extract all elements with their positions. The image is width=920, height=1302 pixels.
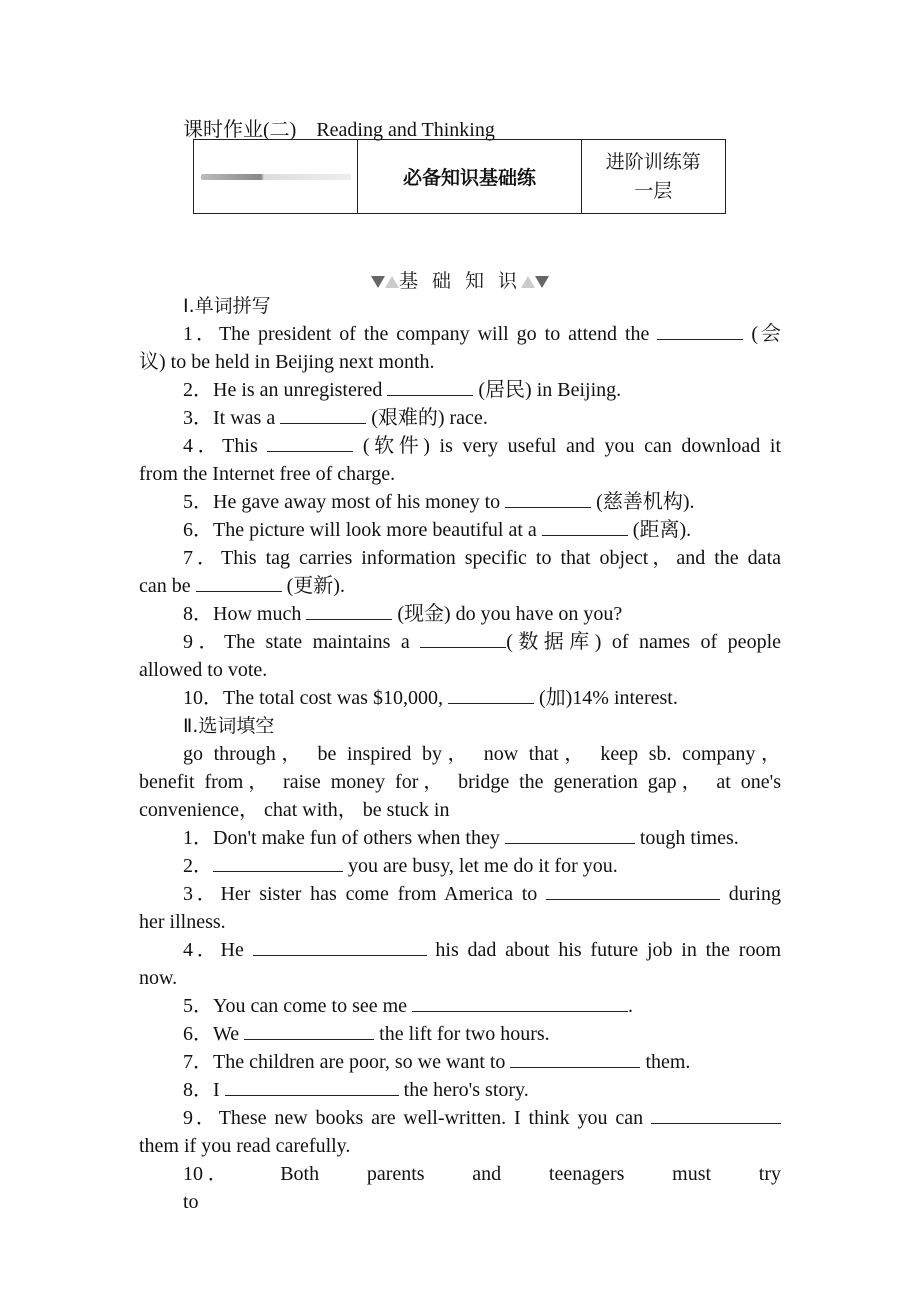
triangle-down-icon <box>371 276 385 288</box>
question-1-cont: 议) to be held in Beijing next month. <box>139 351 435 373</box>
banner-decoration-cell <box>194 140 358 213</box>
section-banner <box>193 139 726 214</box>
answer-blank[interactable] <box>196 573 282 592</box>
question-9-cont: allowed to vote. <box>139 659 268 681</box>
answer-blank[interactable] <box>546 881 720 900</box>
section-heading <box>0 266 920 293</box>
question-7-cont: can be (更新). <box>139 575 345 597</box>
question-5: 5．He gave away most of his money to (慈善机构). <box>183 491 695 513</box>
word-bank-line-2: benefit from， raise money for， bridge the generation gap， at one's <box>139 771 781 793</box>
fill-question-3: 3．Her sister has come from America to during <box>183 883 781 905</box>
banner-middle-label: 必备知识基础练 <box>358 140 581 213</box>
triangle-up-icon <box>385 276 399 288</box>
answer-blank[interactable] <box>280 405 366 424</box>
question-9: 9．The state maintains a (数据库) of names of people <box>183 631 781 653</box>
question-2: 2．He is an unregistered (居民) in Beijing. <box>183 379 622 401</box>
fill-question-3-cont: her illness. <box>139 911 226 933</box>
banner-right-line2: 一层 <box>634 179 673 202</box>
page-title: 课时作业(二) Reading and Thinking <box>183 119 495 141</box>
fill-question-1: 1．Don't make fun of others when they tough times. <box>183 827 739 849</box>
answer-blank[interactable] <box>448 685 534 704</box>
section-heading-text: 基 础 知 识 <box>398 270 522 292</box>
exercise-content <box>139 292 782 1213</box>
answer-blank[interactable] <box>510 1049 640 1068</box>
part2-title: Ⅱ.选词填空 <box>183 715 275 737</box>
triangle-down-icon <box>535 276 549 288</box>
fill-question-6: 6．We the lift for two hours. <box>183 1023 550 1045</box>
answer-blank[interactable] <box>412 993 628 1012</box>
fill-question-10: 10． Both parents and teenagers must try to <box>183 1163 781 1213</box>
answer-blank[interactable] <box>253 937 427 956</box>
question-10: 10．The total cost was $10,000, (加)14% interest. <box>183 687 678 709</box>
answer-blank[interactable] <box>505 825 635 844</box>
answer-blank[interactable] <box>657 321 743 340</box>
progress-bar-decoration-icon <box>201 174 351 180</box>
fill-question-4: 4．He his dad about his future job in the room <box>183 939 781 961</box>
part1-title: Ⅰ.单词拼写 <box>183 295 271 317</box>
question-1: 1．The president of the company will go to attend the (会 <box>183 323 782 345</box>
word-bank-line-3: convenience， chat with， be stuck in <box>139 799 450 821</box>
answer-blank[interactable] <box>387 377 473 396</box>
question-6: 6．The picture will look more beautiful at a (距离). <box>183 519 692 541</box>
answer-blank[interactable] <box>244 1021 374 1040</box>
fill-question-9: 9．These new books are well-written. I think you can <box>139 1104 781 1132</box>
fill-question-9-cont: them if you read carefully. <box>139 1135 351 1157</box>
word-bank-line-1: go through， be inspired by， now that， keep sb. company， <box>183 743 781 765</box>
question-4-cont: from the Internet free of charge. <box>139 463 396 485</box>
answer-blank[interactable] <box>651 1105 781 1124</box>
fill-question-8: 8．I the hero's story. <box>183 1079 529 1101</box>
question-7: 7．This tag carries information specific to that object，and the data <box>183 547 781 569</box>
fill-question-7: 7．The children are poor, so we want to them. <box>183 1051 691 1073</box>
answer-blank[interactable] <box>267 433 353 452</box>
question-3: 3．It was a (艰难的) race. <box>183 407 488 429</box>
fill-question-5: 5．You can come to see me . <box>183 995 634 1017</box>
answer-blank[interactable] <box>225 1077 399 1096</box>
answer-blank[interactable] <box>213 853 343 872</box>
answer-blank[interactable] <box>306 601 392 620</box>
fill-question-2: 2． you are busy, let me do it for you. <box>183 855 618 877</box>
answer-blank[interactable] <box>542 517 628 536</box>
question-8: 8．How much (现金) do you have on you? <box>183 603 623 625</box>
answer-blank[interactable] <box>420 629 506 648</box>
question-4: 4．This (软件) is very useful and you can download it <box>183 435 781 457</box>
fill-question-4-cont: now. <box>139 967 178 989</box>
banner-right-line1: 进阶训练第 <box>605 150 701 173</box>
banner-right-label <box>582 140 725 213</box>
answer-blank[interactable] <box>505 489 591 508</box>
triangle-up-icon <box>521 276 535 288</box>
